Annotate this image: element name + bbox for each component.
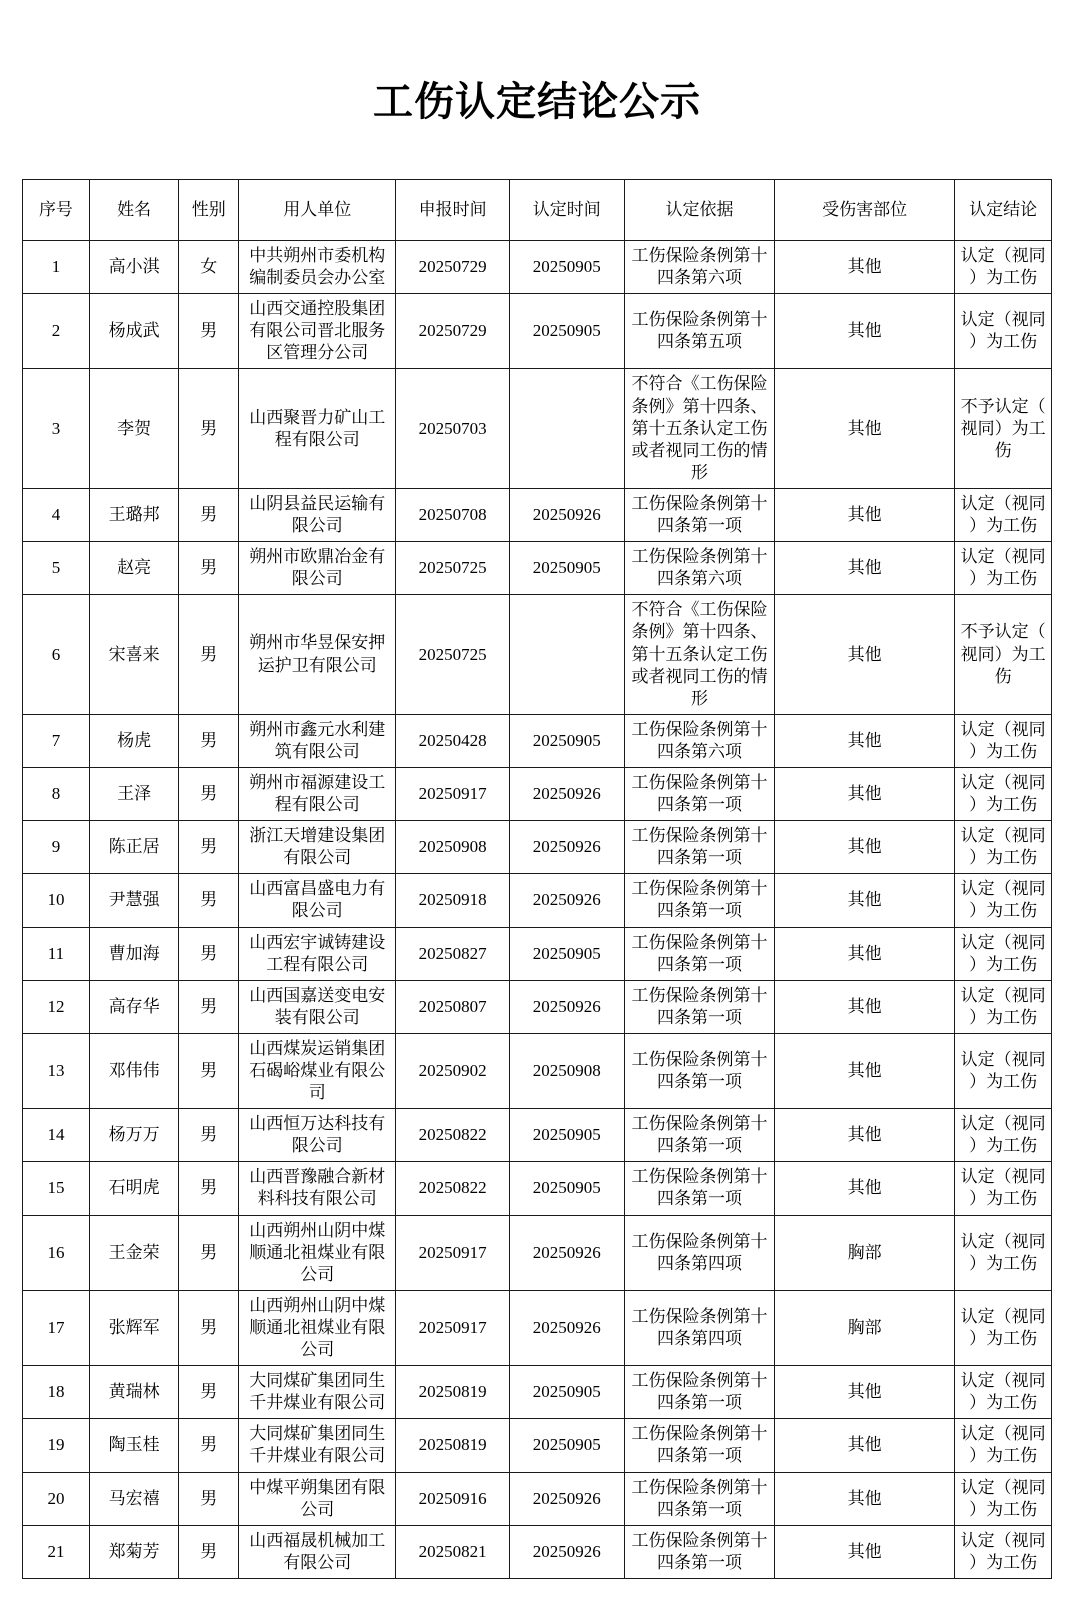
cell-conclusion: 认定（视同）为工伤 — [955, 980, 1052, 1033]
cell-determine: 20250926 — [509, 980, 624, 1033]
column-header-apply: 申报时间 — [396, 180, 509, 241]
cell-determine: 20250926 — [509, 874, 624, 927]
cell-gender: 男 — [179, 927, 239, 980]
cell-employer: 朔州市鑫元水利建筑有限公司 — [239, 714, 396, 767]
cell-name: 高小淇 — [89, 241, 179, 294]
cell-name: 杨成武 — [89, 294, 179, 369]
cell-seq: 17 — [23, 1290, 90, 1365]
cell-seq: 21 — [23, 1525, 90, 1578]
cell-conclusion: 认定（视同）为工伤 — [955, 1472, 1052, 1525]
table-row — [23, 767, 1052, 820]
cell-gender: 男 — [179, 1109, 239, 1162]
cell-part: 其他 — [775, 874, 955, 927]
cell-name: 王泽 — [89, 767, 179, 820]
table-row — [23, 714, 1052, 767]
cell-part: 胸部 — [775, 1290, 955, 1365]
cell-determine: 20250905 — [509, 1419, 624, 1472]
cell-apply: 20250821 — [396, 1525, 509, 1578]
cell-conclusion: 认定（视同）为工伤 — [955, 1290, 1052, 1365]
cell-apply: 20250729 — [396, 241, 509, 294]
table-row — [23, 488, 1052, 541]
cell-part: 其他 — [775, 714, 955, 767]
cell-name: 宋喜来 — [89, 595, 179, 714]
cell-name: 赵亮 — [89, 542, 179, 595]
cell-name: 王金荣 — [89, 1215, 179, 1290]
column-header-name: 姓名 — [89, 180, 179, 241]
cell-part: 其他 — [775, 369, 955, 488]
cell-part: 其他 — [775, 1109, 955, 1162]
cell-seq: 16 — [23, 1215, 90, 1290]
cell-part: 其他 — [775, 767, 955, 820]
cell-conclusion: 认定（视同）为工伤 — [955, 821, 1052, 874]
cell-employer: 山西煤炭运销集团石碣峪煤业有限公司 — [239, 1033, 396, 1108]
injury-determination-table — [22, 179, 1052, 1579]
cell-part: 胸部 — [775, 1215, 955, 1290]
cell-conclusion: 认定（视同）为工伤 — [955, 874, 1052, 927]
cell-basis: 工伤保险条例第十四条第一项 — [624, 1162, 774, 1215]
cell-seq: 3 — [23, 369, 90, 488]
cell-basis: 工伤保险条例第十四条第一项 — [624, 1472, 774, 1525]
cell-determine: 20250926 — [509, 821, 624, 874]
cell-determine: 20250905 — [509, 714, 624, 767]
cell-gender: 男 — [179, 1472, 239, 1525]
cell-determine — [509, 369, 624, 488]
cell-basis: 工伤保险条例第十四条第一项 — [624, 980, 774, 1033]
cell-basis: 工伤保险条例第十四条第一项 — [624, 1033, 774, 1108]
cell-seq: 19 — [23, 1419, 90, 1472]
table-row — [23, 1109, 1052, 1162]
cell-employer: 山西恒万达科技有限公司 — [239, 1109, 396, 1162]
cell-conclusion: 认定（视同）为工伤 — [955, 714, 1052, 767]
column-header-gender: 性别 — [179, 180, 239, 241]
cell-basis: 工伤保险条例第十四条第四项 — [624, 1215, 774, 1290]
cell-employer: 浙江天增建设集团有限公司 — [239, 821, 396, 874]
cell-basis: 工伤保险条例第十四条第六项 — [624, 714, 774, 767]
cell-gender: 男 — [179, 369, 239, 488]
cell-employer: 朔州市福源建设工程有限公司 — [239, 767, 396, 820]
cell-seq: 18 — [23, 1366, 90, 1419]
cell-part: 其他 — [775, 1525, 955, 1578]
cell-employer: 朔州市华昱保安押运护卫有限公司 — [239, 595, 396, 714]
cell-part: 其他 — [775, 542, 955, 595]
cell-seq: 8 — [23, 767, 90, 820]
cell-apply: 20250725 — [396, 595, 509, 714]
cell-gender: 男 — [179, 1215, 239, 1290]
cell-employer: 山西晋豫融合新材料科技有限公司 — [239, 1162, 396, 1215]
column-header-conclusion: 认定结论 — [955, 180, 1052, 241]
cell-apply: 20250908 — [396, 821, 509, 874]
cell-employer: 山西交通控股集团有限公司晋北服务区管理分公司 — [239, 294, 396, 369]
cell-gender: 女 — [179, 241, 239, 294]
cell-determine: 20250905 — [509, 241, 624, 294]
cell-conclusion: 认定（视同）为工伤 — [955, 1419, 1052, 1472]
table-row — [23, 1525, 1052, 1578]
header-row — [23, 180, 1052, 241]
cell-determine: 20250905 — [509, 1162, 624, 1215]
cell-employer: 山西宏宇诚铸建设工程有限公司 — [239, 927, 396, 980]
cell-basis: 工伤保险条例第十四条第一项 — [624, 1419, 774, 1472]
table-row — [23, 1215, 1052, 1290]
cell-determine — [509, 595, 624, 714]
cell-seq: 10 — [23, 874, 90, 927]
cell-basis: 工伤保险条例第十四条第一项 — [624, 821, 774, 874]
cell-apply: 20250917 — [396, 767, 509, 820]
cell-conclusion: 认定（视同）为工伤 — [955, 767, 1052, 820]
column-header-employer: 用人单位 — [239, 180, 396, 241]
cell-seq: 15 — [23, 1162, 90, 1215]
cell-basis: 工伤保险条例第十四条第一项 — [624, 874, 774, 927]
cell-part: 其他 — [775, 241, 955, 294]
cell-name: 邓伟伟 — [89, 1033, 179, 1108]
cell-determine: 20250905 — [509, 542, 624, 595]
cell-determine: 20250926 — [509, 1472, 624, 1525]
cell-conclusion: 认定（视同）为工伤 — [955, 1215, 1052, 1290]
cell-part: 其他 — [775, 1419, 955, 1472]
cell-gender: 男 — [179, 874, 239, 927]
cell-apply: 20250916 — [396, 1472, 509, 1525]
cell-conclusion: 认定（视同）为工伤 — [955, 241, 1052, 294]
cell-basis: 工伤保险条例第十四条第一项 — [624, 927, 774, 980]
cell-apply: 20250703 — [396, 369, 509, 488]
cell-gender: 男 — [179, 1419, 239, 1472]
cell-name: 陈正居 — [89, 821, 179, 874]
cell-name: 黄瑞林 — [89, 1366, 179, 1419]
cell-apply: 20250902 — [396, 1033, 509, 1108]
cell-part: 其他 — [775, 980, 955, 1033]
cell-conclusion: 认定（视同）为工伤 — [955, 1109, 1052, 1162]
cell-name: 曹加海 — [89, 927, 179, 980]
cell-gender: 男 — [179, 714, 239, 767]
table-row — [23, 241, 1052, 294]
cell-apply: 20250725 — [396, 542, 509, 595]
cell-basis: 工伤保险条例第十四条第六项 — [624, 241, 774, 294]
cell-seq: 4 — [23, 488, 90, 541]
cell-apply: 20250917 — [396, 1290, 509, 1365]
table-row — [23, 1162, 1052, 1215]
table-row — [23, 369, 1052, 488]
cell-conclusion: 不予认定（视同）为工伤 — [955, 369, 1052, 488]
cell-apply: 20250819 — [396, 1419, 509, 1472]
cell-apply: 20250729 — [396, 294, 509, 369]
cell-gender: 男 — [179, 767, 239, 820]
cell-part: 其他 — [775, 1033, 955, 1108]
cell-gender: 男 — [179, 488, 239, 541]
cell-gender: 男 — [179, 1525, 239, 1578]
cell-apply: 20250708 — [396, 488, 509, 541]
column-header-seq: 序号 — [23, 180, 90, 241]
cell-apply: 20250827 — [396, 927, 509, 980]
cell-part: 其他 — [775, 1366, 955, 1419]
cell-gender: 男 — [179, 821, 239, 874]
cell-name: 高存华 — [89, 980, 179, 1033]
cell-apply: 20250822 — [396, 1162, 509, 1215]
page-title: 工伤认定结论公示 — [373, 79, 701, 124]
cell-basis: 工伤保险条例第十四条第一项 — [624, 1109, 774, 1162]
cell-employer: 山阴县益民运输有限公司 — [239, 488, 396, 541]
table-row — [23, 1033, 1052, 1108]
cell-conclusion: 认定（视同）为工伤 — [955, 1033, 1052, 1108]
cell-employer: 大同煤矿集团同生千井煤业有限公司 — [239, 1419, 396, 1472]
cell-name: 石明虎 — [89, 1162, 179, 1215]
cell-name: 郑菊芳 — [89, 1525, 179, 1578]
table-row — [23, 294, 1052, 369]
cell-employer: 山西朔州山阴中煤顺通北祖煤业有限公司 — [239, 1215, 396, 1290]
cell-gender: 男 — [179, 1162, 239, 1215]
table-row — [23, 542, 1052, 595]
cell-part: 其他 — [775, 1162, 955, 1215]
table-row — [23, 927, 1052, 980]
table-row — [23, 1366, 1052, 1419]
cell-basis: 工伤保险条例第十四条第五项 — [624, 294, 774, 369]
table-row — [23, 595, 1052, 714]
cell-employer: 山西聚晋力矿山工程有限公司 — [239, 369, 396, 488]
cell-gender: 男 — [179, 1290, 239, 1365]
cell-name: 杨虎 — [89, 714, 179, 767]
cell-determine: 20250905 — [509, 1109, 624, 1162]
cell-determine: 20250926 — [509, 1525, 624, 1578]
cell-apply: 20250918 — [396, 874, 509, 927]
cell-basis: 工伤保险条例第十四条第四项 — [624, 1290, 774, 1365]
cell-gender: 男 — [179, 980, 239, 1033]
cell-conclusion: 认定（视同）为工伤 — [955, 542, 1052, 595]
cell-name: 马宏禧 — [89, 1472, 179, 1525]
cell-part: 其他 — [775, 294, 955, 369]
cell-employer: 中煤平朔集团有限公司 — [239, 1472, 396, 1525]
cell-employer: 朔州市欧鼎冶金有限公司 — [239, 542, 396, 595]
cell-part: 其他 — [775, 1472, 955, 1525]
cell-employer: 山西朔州山阴中煤顺通北祖煤业有限公司 — [239, 1290, 396, 1365]
cell-determine: 20250905 — [509, 294, 624, 369]
cell-gender: 男 — [179, 1366, 239, 1419]
cell-employer: 中共朔州市委机构编制委员会办公室 — [239, 241, 396, 294]
cell-gender: 男 — [179, 1033, 239, 1108]
cell-seq: 12 — [23, 980, 90, 1033]
cell-gender: 男 — [179, 595, 239, 714]
cell-determine: 20250926 — [509, 1290, 624, 1365]
cell-seq: 11 — [23, 927, 90, 980]
cell-employer: 大同煤矿集团同生千井煤业有限公司 — [239, 1366, 396, 1419]
cell-part: 其他 — [775, 488, 955, 541]
cell-name: 张辉军 — [89, 1290, 179, 1365]
cell-determine: 20250905 — [509, 1366, 624, 1419]
cell-seq: 20 — [23, 1472, 90, 1525]
cell-part: 其他 — [775, 821, 955, 874]
cell-determine: 20250908 — [509, 1033, 624, 1108]
cell-seq: 6 — [23, 595, 90, 714]
table-header — [23, 180, 1052, 241]
cell-apply: 20250822 — [396, 1109, 509, 1162]
cell-seq: 9 — [23, 821, 90, 874]
cell-basis: 工伤保险条例第十四条第六项 — [624, 542, 774, 595]
cell-conclusion: 不予认定（视同）为工伤 — [955, 595, 1052, 714]
column-header-part: 受伤害部位 — [775, 180, 955, 241]
table-row — [23, 821, 1052, 874]
cell-determine: 20250926 — [509, 1215, 624, 1290]
cell-gender: 男 — [179, 542, 239, 595]
cell-conclusion: 认定（视同）为工伤 — [955, 1366, 1052, 1419]
cell-conclusion: 认定（视同）为工伤 — [955, 1525, 1052, 1578]
cell-basis: 不符合《工伤保险条例》第十四条、第十五条认定工伤或者视同工伤的情形 — [624, 595, 774, 714]
cell-name: 李贺 — [89, 369, 179, 488]
table-row — [23, 1290, 1052, 1365]
table-body — [23, 241, 1052, 1579]
cell-seq: 13 — [23, 1033, 90, 1108]
cell-basis: 工伤保险条例第十四条第一项 — [624, 1366, 774, 1419]
cell-determine: 20250926 — [509, 767, 624, 820]
cell-employer: 山西国嘉送变电安装有限公司 — [239, 980, 396, 1033]
cell-conclusion: 认定（视同）为工伤 — [955, 488, 1052, 541]
cell-basis: 工伤保险条例第十四条第一项 — [624, 767, 774, 820]
column-header-determine: 认定时间 — [509, 180, 624, 241]
cell-part: 其他 — [775, 927, 955, 980]
cell-seq: 5 — [23, 542, 90, 595]
column-header-basis: 认定依据 — [624, 180, 774, 241]
cell-name: 王璐邦 — [89, 488, 179, 541]
cell-name: 尹慧强 — [89, 874, 179, 927]
cell-basis: 不符合《工伤保险条例》第十四条、第十五条认定工伤或者视同工伤的情形 — [624, 369, 774, 488]
cell-employer: 山西福晟机械加工有限公司 — [239, 1525, 396, 1578]
cell-apply: 20250917 — [396, 1215, 509, 1290]
cell-name: 杨万万 — [89, 1109, 179, 1162]
cell-gender: 男 — [179, 294, 239, 369]
cell-conclusion: 认定（视同）为工伤 — [955, 1162, 1052, 1215]
cell-basis: 工伤保险条例第十四条第一项 — [624, 1525, 774, 1578]
table-row — [23, 1472, 1052, 1525]
cell-apply: 20250819 — [396, 1366, 509, 1419]
cell-seq: 7 — [23, 714, 90, 767]
cell-name: 陶玉桂 — [89, 1419, 179, 1472]
cell-seq: 14 — [23, 1109, 90, 1162]
cell-employer: 山西富昌盛电力有限公司 — [239, 874, 396, 927]
cell-part: 其他 — [775, 595, 955, 714]
table-row — [23, 1419, 1052, 1472]
cell-apply: 20250428 — [396, 714, 509, 767]
cell-seq: 1 — [23, 241, 90, 294]
cell-conclusion: 认定（视同）为工伤 — [955, 294, 1052, 369]
cell-determine: 20250905 — [509, 927, 624, 980]
cell-apply: 20250807 — [396, 980, 509, 1033]
table-row — [23, 980, 1052, 1033]
table-row — [23, 874, 1052, 927]
cell-determine: 20250926 — [509, 488, 624, 541]
cell-basis: 工伤保险条例第十四条第一项 — [624, 488, 774, 541]
cell-conclusion: 认定（视同）为工伤 — [955, 927, 1052, 980]
cell-seq: 2 — [23, 294, 90, 369]
